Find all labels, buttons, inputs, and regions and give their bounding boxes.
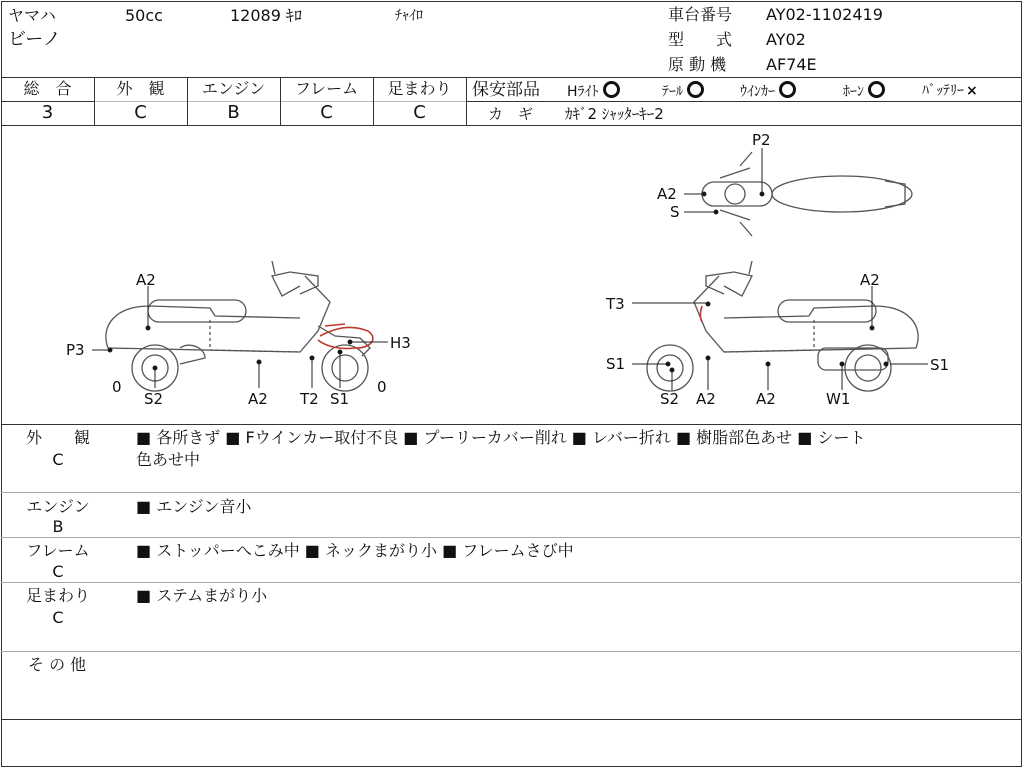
color: ﾁｬｲﾛ — [395, 8, 423, 24]
grade-exterior-label: 外 観 — [116, 79, 165, 98]
label-left-t2: T2 — [300, 390, 319, 408]
frame-no-label: 車台番号 — [668, 5, 733, 24]
grade-suspension-value: C — [413, 102, 426, 123]
divider — [1, 424, 1022, 425]
engine-value: AF74E — [766, 55, 817, 74]
label-left-a2-bottom: A2 — [248, 390, 268, 408]
label-top-a2: A2 — [657, 185, 677, 203]
divider — [1, 582, 1022, 583]
divider — [1, 651, 1022, 652]
safety-label: 保安部品 — [472, 80, 540, 100]
label-right-t3: T3 — [606, 295, 625, 313]
type-label: 型 式 — [668, 30, 733, 49]
grade-engine-value: B — [227, 102, 240, 123]
scooter-top-view — [702, 152, 912, 236]
mileage: 12089 ｷﾛ — [230, 6, 302, 25]
remark-exterior-line2: 色あせ中 — [136, 450, 201, 469]
remark-suspension-line1: ■ ステムまがり小 — [136, 586, 268, 605]
safety-item-label: ﾃｰﾙ — [662, 84, 683, 100]
remark-other-label: そ の 他 — [28, 655, 87, 674]
grade-exterior-value: C — [134, 102, 147, 123]
grade-frame-value: C — [320, 102, 333, 123]
model-name: ビーノ — [8, 29, 61, 50]
remark-exterior-line1: ■ 各所きず ■ Fウインカー取付不良 ■ プーリーカバー削れ ■ レバー折れ ■ 樹脂部色あせ ■ シート — [136, 428, 866, 447]
remark-engine-label: エンジン — [26, 497, 90, 516]
label-right-s2: S2 — [660, 390, 680, 408]
remark-exterior-grade: C — [52, 450, 64, 469]
grade-total-label: 総 合 — [23, 79, 72, 98]
frame-no: AY02-1102419 — [766, 5, 883, 24]
safety-item-label: ﾊﾞｯﾃﾘｰ — [922, 83, 964, 99]
label-left-s1: S1 — [330, 390, 350, 408]
label-top-s: S — [670, 203, 680, 221]
label-right-a2-top: A2 — [860, 271, 880, 289]
label-right-a2-1: A2 — [696, 390, 716, 408]
key-value: ｶｷﾞ2 ｼｬｯﾀｰｷｰ2 — [565, 105, 664, 123]
safety-item-label: ﾎｰﾝ — [843, 84, 864, 100]
ok-circle-icon — [779, 81, 796, 98]
displacement: 50cc — [125, 6, 163, 25]
grade-engine-label: エンジン — [201, 79, 266, 98]
label-left-a2-top: A2 — [136, 271, 156, 289]
safety-item-winker — [740, 81, 796, 102]
remark-engine-line1: ■ エンジン音小 — [136, 497, 252, 516]
damage-diagram — [0, 126, 1024, 424]
ok-circle-icon — [687, 81, 704, 98]
grade-total-value: 3 — [41, 102, 54, 123]
damage-mark — [325, 324, 345, 326]
safety-item-label: Hﾗｲﾄ — [567, 84, 599, 100]
remark-frame-line1: ■ ストッパーへこみ中 ■ ネックまがり小 ■ フレームさび中 — [136, 541, 574, 560]
remark-exterior-label: 外 観 — [25, 428, 90, 447]
safety-item-horn — [843, 81, 885, 102]
label-right-zero: 0 — [377, 378, 387, 396]
label-left-h3: H3 — [390, 334, 411, 352]
label-left-s2: S2 — [144, 390, 164, 408]
divider — [1, 77, 1022, 78]
grade-frame-label: フレーム — [294, 79, 359, 98]
divider — [1, 492, 1022, 493]
remark-suspension-label: 足まわり — [25, 586, 90, 605]
divider — [1, 537, 1022, 538]
label-right-s1-right: S1 — [930, 356, 950, 374]
label-right-a2-2: A2 — [756, 390, 776, 408]
remark-suspension-grade: C — [52, 608, 64, 627]
label-right-s1-left: S1 — [606, 355, 626, 373]
remark-frame-label: フレーム — [26, 541, 90, 560]
cross-icon: × — [966, 83, 978, 99]
safety-item-tail — [662, 81, 704, 102]
type-value: AY02 — [766, 30, 806, 49]
remark-frame-grade: C — [52, 562, 64, 581]
safety-item-battery — [922, 81, 978, 101]
key-label: カ ギ — [488, 105, 534, 123]
grade-suspension-label: 足まわり — [387, 79, 452, 98]
label-top-p2: P2 — [752, 131, 771, 149]
safety-item-headlight — [567, 81, 620, 102]
divider — [466, 77, 467, 125]
damage-mark — [701, 306, 703, 322]
label-right-w1: W1 — [826, 390, 851, 408]
safety-item-label: ｳｲﾝｶｰ — [740, 84, 775, 100]
maker: ヤマハ — [8, 6, 56, 25]
ok-circle-icon — [868, 81, 885, 98]
divider — [1, 719, 1022, 720]
label-left-p3: P3 — [66, 341, 85, 359]
ok-circle-icon — [603, 81, 620, 98]
remark-engine-grade: B — [52, 517, 64, 536]
label-left-zero: 0 — [112, 378, 122, 396]
engine-label: 原 動 機 — [668, 55, 727, 74]
